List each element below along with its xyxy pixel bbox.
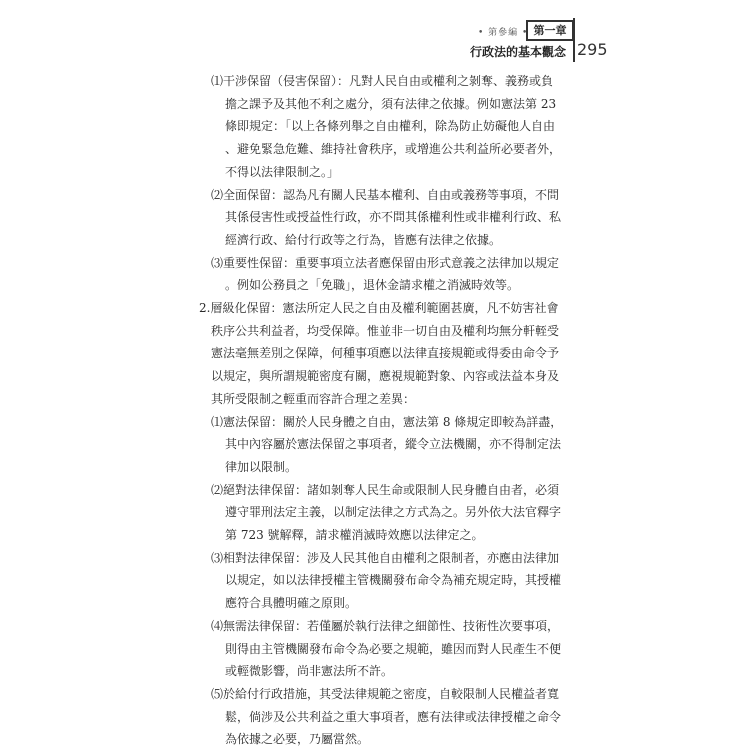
text-line: 。例如公務員之「免職」，退休金請求權之消滅時效等。	[225, 278, 520, 293]
text-line: 其中內容屬於憲法保留之事項者，縱令立法機關，亦不得制定法	[225, 437, 562, 452]
text-line: 為依據之必要，乃屬當然。	[225, 732, 370, 747]
chapter-label: 第一章	[526, 20, 574, 41]
text-line: 第 723 號解釋，請求權消滅時效應以法律定之。	[225, 528, 484, 542]
running-header	[0, 10, 750, 62]
text-line: 以規定，如以法律授權主管機關發布命令為補充規定時，其授權	[225, 573, 562, 588]
text-line: 以規定，與所謂規範密度有關，應視規範對象、內容或法益本身及	[211, 369, 560, 384]
text-line: ⑶相對法律保留：涉及人民其他自由權利之限制者，亦應由法律加	[211, 550, 560, 565]
text-line: 鬆，倘涉及公共利益之重大事項者，應有法律或法律授權之命令	[225, 709, 562, 724]
text-line: 或輕微影響，尚非憲法所不許。	[225, 664, 394, 679]
text-line: 憲法毫無差別之保障，何種事項應以法律直接規範或得委由命令予	[211, 346, 560, 361]
text-line: ⑸於給付行政措施，其受法律規範之密度，自較限制人民權益者寬	[211, 686, 560, 701]
text-line: 經濟行政、給付行政等之行為，皆應有法律之依據。	[225, 232, 502, 247]
text-line: ⑷無需法律保留：若僅屬於執行法律之細節性、技術性次要事項，	[211, 618, 560, 633]
text-line: 條即規定：「以上各條列舉之自由權利，除為防止妨礙他人自由	[225, 119, 556, 134]
text-line: 、避免緊急危難、維持社會秩序，或增進公共利益所必要者外，	[225, 142, 562, 157]
text-line: 應符合具體明確之原則。	[225, 596, 358, 611]
text-line: 其係侵害性或授益性行政，亦不問其係權利性或非權利行政、私	[225, 210, 562, 225]
text-line: 律加以限制。	[225, 459, 298, 474]
part-label: • 第參編 •	[478, 28, 529, 38]
text-line: 遵守罪刑法定主義，以制定法律之方式為之。另外依大法官釋字	[225, 505, 562, 520]
text-line: ⑵絕對法律保留：諸如剝奪人民生命或限制人民身體自由者，必須	[211, 482, 560, 497]
text-line: 其所受限制之輕重而容許合理之差異：	[211, 391, 416, 406]
text-line: ⑴憲法保留：關於人民身體之自由，憲法第 8 條規定即較為詳盡，	[211, 414, 563, 429]
text-line: 不得以法律限制之。」	[225, 164, 340, 179]
text-line: ⑴干涉保留（侵害保留）：凡對人民自由或權利之剝奪、義務或負	[211, 74, 554, 88]
book-title: 行政法的基本觀念	[470, 45, 567, 59]
text-line: 擔之課予及其他不利之處分，須有法律之依據。例如憲法第 23	[225, 96, 557, 111]
text-line: 2.層級化保留：憲法所定人民之自由及權利範圍甚廣，凡不妨害社會	[199, 301, 559, 315]
header-divider	[573, 18, 575, 62]
text-line: ⑵全面保留：認為凡有關人民基本權利、自由或義務等事項，不問	[211, 187, 560, 202]
text-line: 則得由主管機關發布命令為必要之規範，雖因而對人民產生不便	[225, 641, 562, 656]
page-number: 295	[577, 40, 608, 59]
text-line: 秩序公共利益者，均受保障。惟並非一切自由及權利均無分軒輊受	[211, 323, 560, 338]
text-line: ⑶重要性保留：重要事項立法者應保留由形式意義之法律加以規定	[211, 255, 560, 270]
